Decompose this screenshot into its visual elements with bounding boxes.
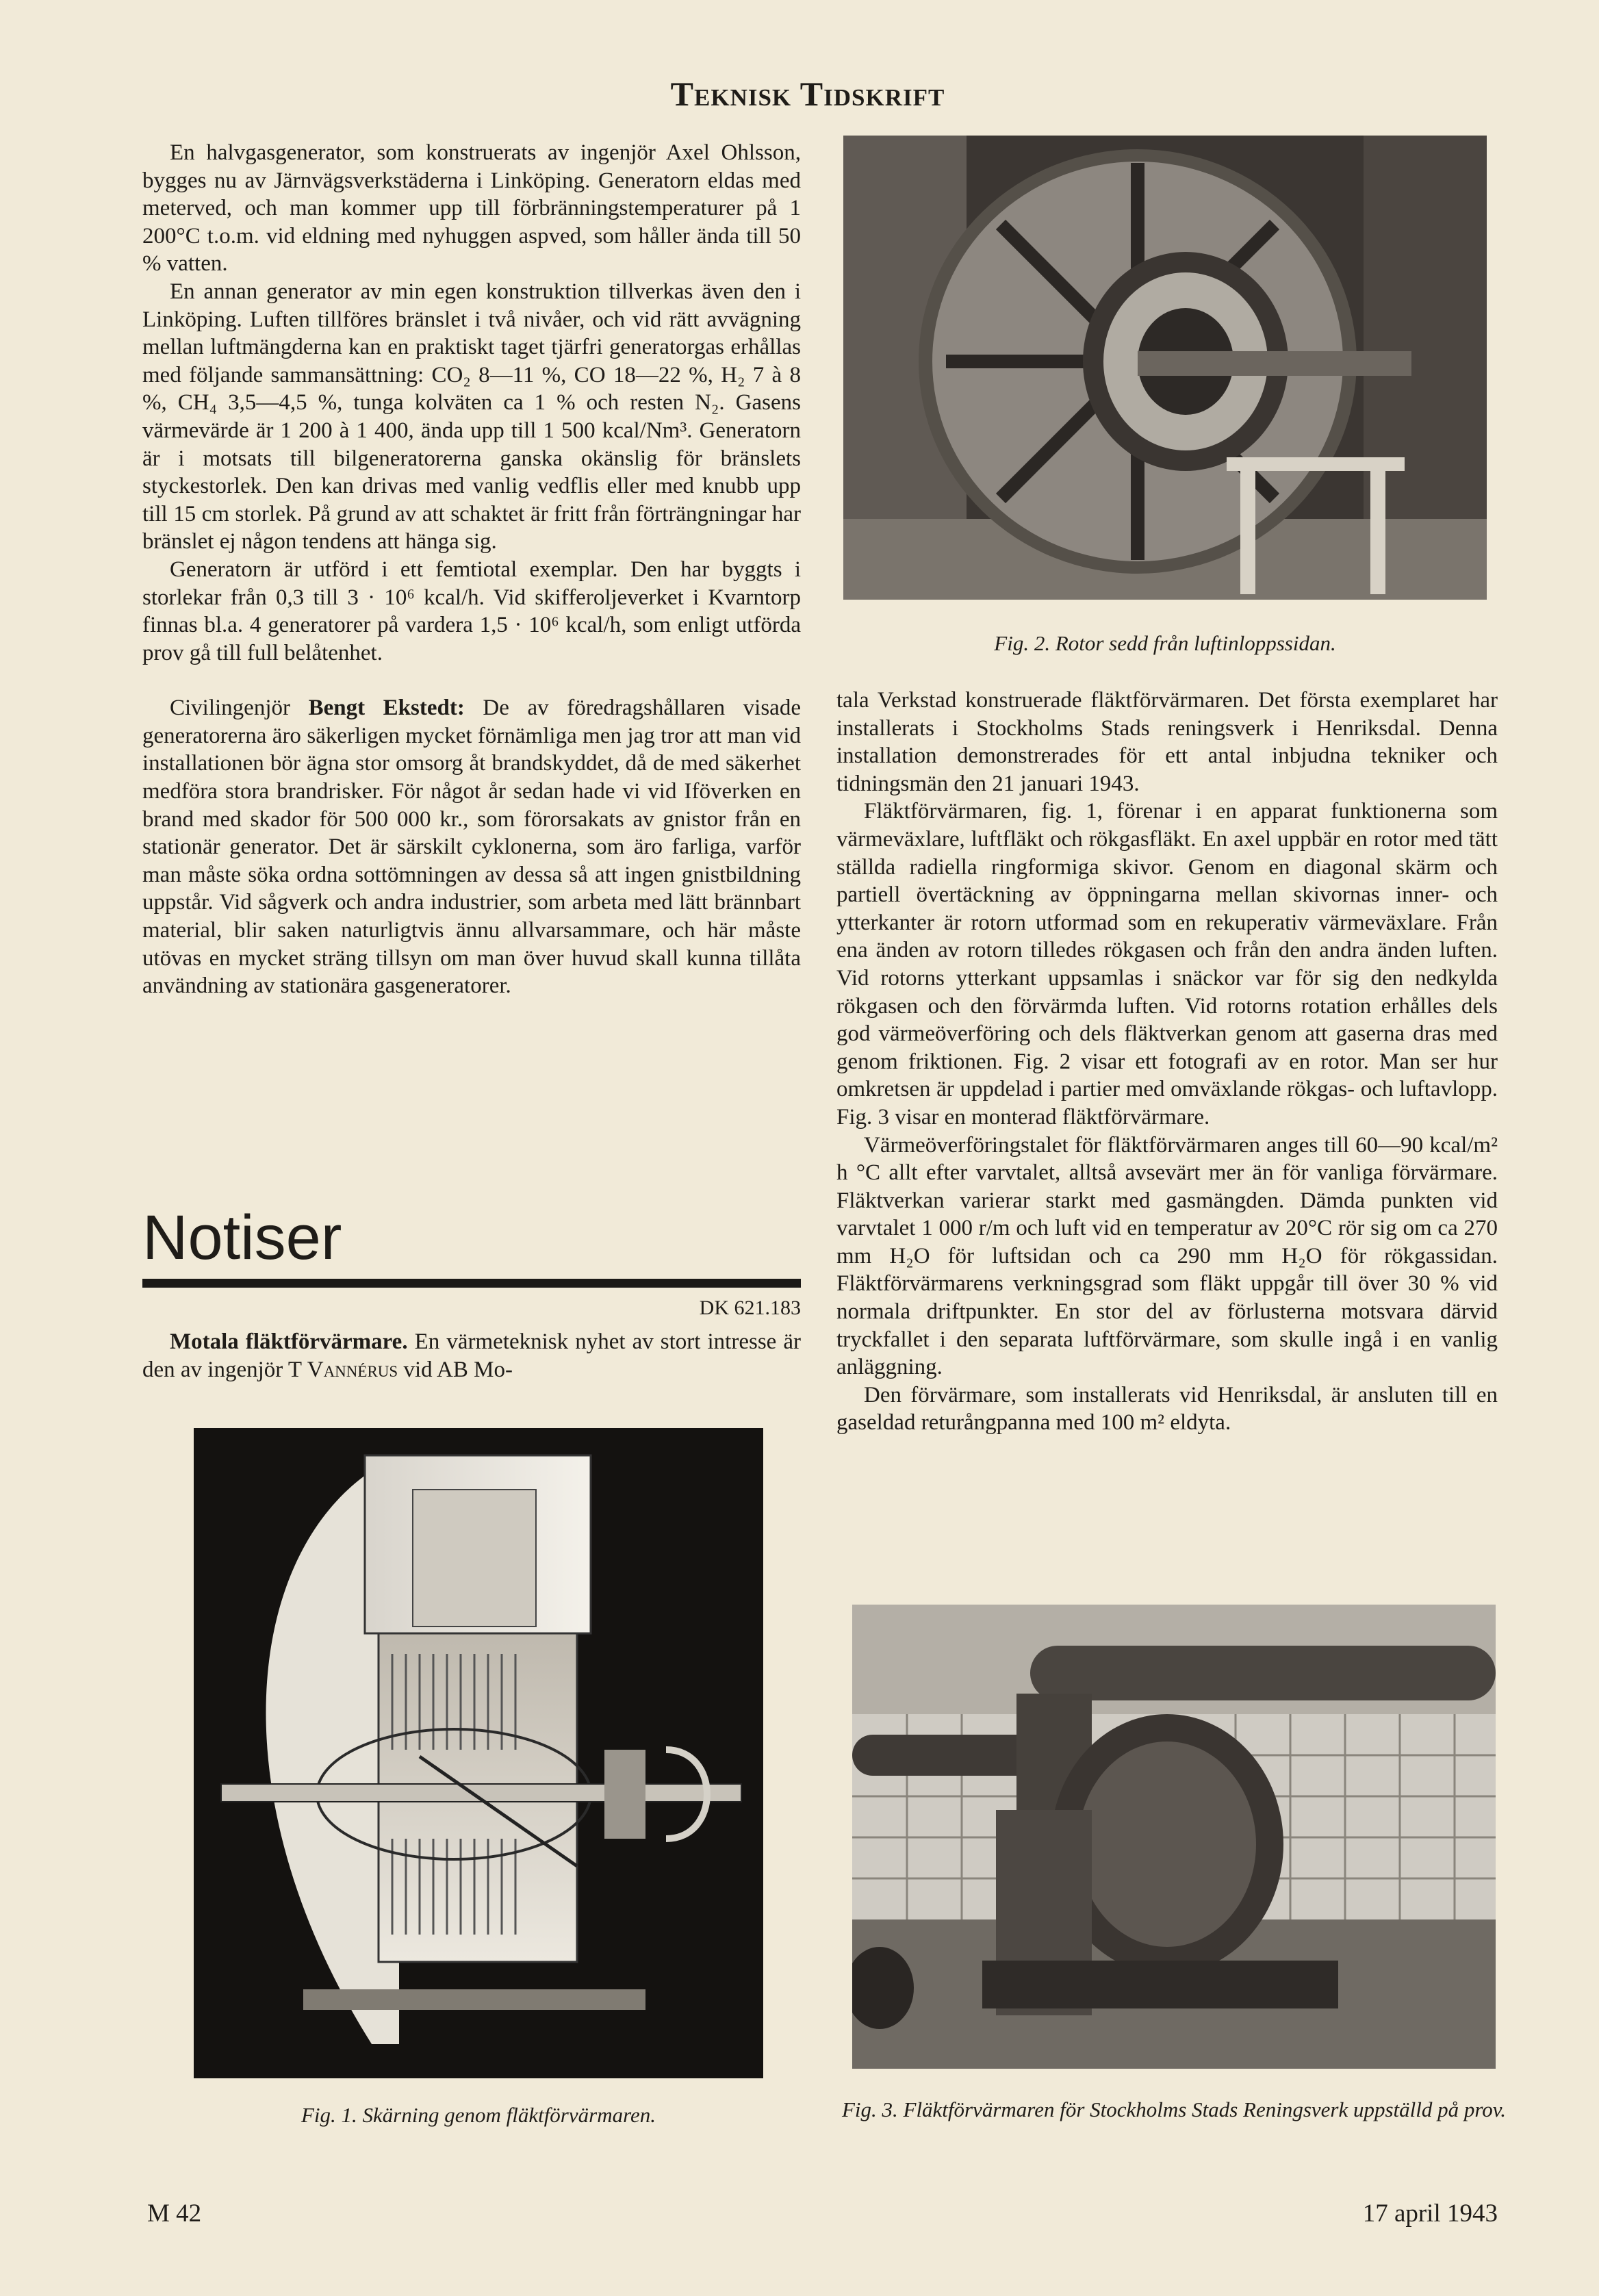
journal-masthead: Teknisk Tidskrift — [670, 75, 945, 113]
paragraph — [142, 1328, 801, 1383]
discussion-text: De av föredragshållaren visade generatorerna äro säkerligen mycket förnämliga men jag tror att man vid installationen bör ägna stor omsorg åt brandskyddet, då de med säkerhet medföra stora brandrisker. För något år sedan hade vi vid Iföverken en brand med skador för 500 000 kr., som förorsakats av gnistor från en stationär generator. Det är särskilt cyklonerna, som äro farliga, varför man måste söka ordna sottömningen av dessa så att ingen gnistbildning uppstår. Vid sågverk och andra industrier, som arbeta med lätt brännbart material, blir saken naturligtvis ännu allvarsammare, och här måste utövas en mycket sträng tillsyn om man över huvud skall kunna tillåta användning av stationära gasgeneratorer. — [142, 696, 801, 999]
figure-2-rotor-photo — [843, 136, 1487, 600]
paragraph: En halvgasgenerator, som konstruerats av ingenjör Axel Ohlsson, bygges nu av Järnvägsverkstäderna i Linköping. Generatorn eldas med meterved, och man kommer upp till förbränningstemperaturer på 1 200°C t.o.m. vid eldning med nyhuggen aspved, som håller ända till 50 % vatten. — [142, 140, 801, 277]
paragraph: Fläktförvärmaren, fig. 1, förenar i en apparat funktionerna som värmeväxlare, luftfläkt och rökgasfläkt. En axel uppbär en rotor med tätt ställda radiella ringformiga skivor. Genom en diagonal skärm och partiell övertäckning av öppningarna mellan skivornas inner- och ytterkanter är rotorn utformad som en rekuperativ värmeväxlare. Från ena änden av rotorn tilledes rökgasen och från den andra änden luften. Vid rotorns ytterkant uppsamlas i snäckor var för sig den nedkylda rökgasen och den förvärmda luften. Vid rotorns rotation erhålles dels god värmeöverföring och dels fläktverkan genom att gaserna dras med genom friktionen. Fig. 2 visar ett fotografi av en rotor. Man ser hur omkretsen är uppdelad i partier med omväxlande rökgas- och luftavlopp. Fig. 3 visar en monterad fläktförvärmare. — [836, 799, 1498, 1130]
figure-3-installation-photo — [852, 1605, 1496, 2069]
column-right — [836, 687, 1498, 1437]
paragraph: Den förvärmare, som installerats vid Henriksdal, är ansluten till en gaseldad returångpanna med 100 m² eldyta. — [836, 1382, 1498, 1436]
intro-text-end: vid AB Mo- — [398, 1357, 513, 1382]
paragraph: Generatorn är utförd i ett femtiotal exemplar. Den har byggts i storlekar från 0,3 till 3 · 10⁶ kcal/h. Vid skifferoljeverket i Kvarntorp finnas bl.a. 4 generatorer på vardera 1,5 · 10⁶ kcal/h, som enligt utförda prov gå till full belåtenhet. — [142, 557, 801, 665]
engineer-name: Vannérus — [307, 1357, 398, 1382]
page-number: M 42 — [147, 2199, 202, 2228]
notice-intro — [142, 1328, 801, 1383]
figure-1-caption: Fig. 1. Skärning genom fläktförvärmaren. — [300, 2103, 656, 2127]
dk-classification: DK 621.183 — [699, 1297, 801, 1319]
intro-text: En värmeteknisk nyhet av stort intresse är den av ingenjör T — [142, 1329, 801, 1382]
figure-3-caption: Fig. 3. Fläktförvärmaren för Stockholms Stads Reningsverk uppställd på prov. — [841, 2097, 1507, 2121]
speaker-name: Bengt Ekstedt: — [308, 696, 465, 721]
figure-1-cutaway-image — [194, 1428, 763, 2078]
paragraph: tala Verkstad konstruerade fläktförvärmaren. Det första exemplaret har installerats i Stockholms Stads reningsverk i Henriksdal. Denna installation demonstrerades för ett antal inbjudna tekniker och tidningsmän den 21 januari 1943. — [836, 688, 1498, 796]
section-rule — [142, 1279, 801, 1288]
column-left — [142, 139, 801, 1000]
discussion-paragraph — [142, 694, 801, 1000]
paragraph: Värmeöverföringstalet för fläktförvärmaren anges till 60—90 kcal/m² h °C allt efter varvtalet, alltså avsevärt mer än för vanliga förvärmare. Fläktverkan varierar starkt med gasmängden. Dämda punkten vid varvtalet 1 000 r/m och luft vid en temperatur av 20°C rör sig om ca 270 mm H₂O för luftsidan och ca 290 mm H₂O för rökgassidan. Fläktförvärmarens verkningsgrad som fläkt uppgår till över 30 % vid normala driftpunkter. En stor del av förlusterna motsvara därvid tryckfallet i den separata luftförvärmare, som skulle ingå i en vanlig anläggning. — [836, 1132, 1498, 1380]
section-heading: Notiser — [142, 1203, 342, 1273]
speaker-prefix: Civilingenjör — [170, 696, 309, 721]
figure-2-caption: Fig. 2. Rotor sedd från luftinloppssidan. — [994, 631, 1336, 655]
article-title: Motala fläktförvärmare. — [170, 1329, 408, 1354]
paragraph: En annan generator av min egen konstruktion tillverkas även den i Linköping. Luften tillföres bränslet i två nivåer, och vid rätt avvägning mellan luftmängderna kan en praktiskt taget tjärfri generatorgas erhållas med följande sammansättning: CO₂ 8—11 %, CO 18—22 %, H₂ 7 à 8 %, CH₄ 3,5—4,5 %, tunga kolväten ca 1 % och resten N₂. Gasens värmevärde är 1 200 à 1 400, ända upp till 1 500 kcal/Nm³. Generatorn är i motsats till bilgeneratorerna ganska okänslig för bränslets styckestorlek. Den kan drivas med vanlig vedflis eller med knubb upp till 15 cm storlek. På grund av att schaktet är fritt från förträngningar har bränslet ej någon tendens att hänga sig. — [142, 279, 801, 554]
issue-date: 17 april 1943 — [1362, 2199, 1498, 2228]
